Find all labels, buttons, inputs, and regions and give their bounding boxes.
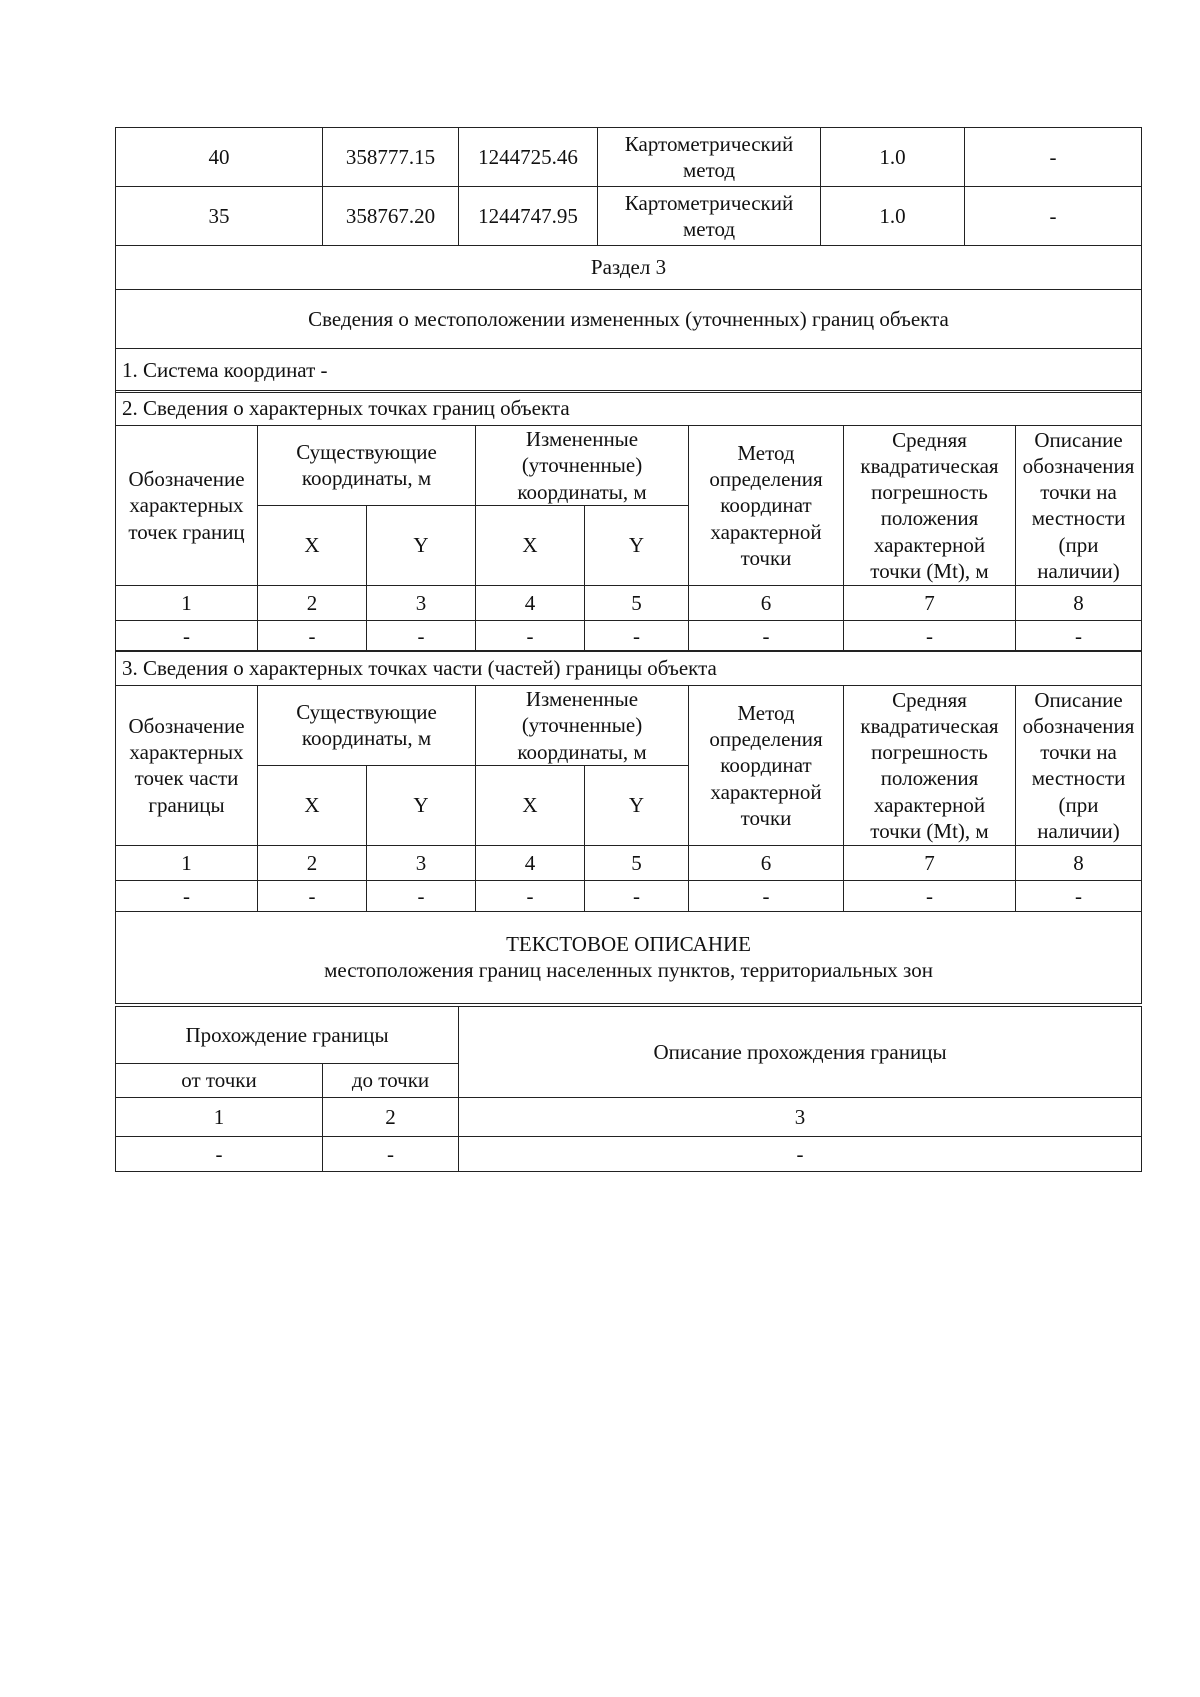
table-caption: 2. Сведения о характерных точках границ объекта — [116, 391, 1142, 426]
table-cell: - — [459, 1137, 1142, 1172]
table-cell: - — [367, 880, 476, 911]
table-cell: - — [689, 880, 844, 911]
table-row — [116, 128, 1142, 187]
table-cell: - — [323, 1137, 459, 1172]
table-cell: - — [585, 620, 689, 651]
table-cell: - — [116, 880, 258, 911]
table-cell: - — [1016, 620, 1142, 651]
description-header: Описание обозначения точки на местности (при наличии) — [1016, 426, 1142, 586]
column-number: 5 — [585, 845, 689, 880]
x-coordinate: 358777.15 — [323, 128, 459, 187]
column-number: 6 — [689, 845, 844, 880]
table-cell: - — [258, 620, 367, 651]
mt-header: Средняя квадратическая погрешность положения характерной точки (Mt), м — [844, 426, 1016, 586]
x-header: X — [258, 765, 367, 845]
table-row — [116, 1137, 1142, 1172]
table-cell: - — [116, 620, 258, 651]
table-cell: - — [844, 880, 1016, 911]
table-row — [116, 620, 1142, 651]
x-header: X — [258, 505, 367, 585]
table-cell: - — [476, 880, 585, 911]
column-number: 4 — [476, 845, 585, 880]
column-number: 1 — [116, 585, 258, 620]
column-number: 2 — [258, 845, 367, 880]
mt-header: Средняя квадратическая погрешность положения характерной точки (Mt), м — [844, 686, 1016, 846]
to-point-header: до точки — [323, 1064, 459, 1098]
table-cell: - — [844, 620, 1016, 651]
column-number: 3 — [367, 845, 476, 880]
table-cell: - — [689, 620, 844, 651]
column-number: 1 — [116, 845, 258, 880]
column-number: 1 — [116, 1098, 323, 1137]
text-description-subtitle: местоположения границ населенных пунктов, территориальных зон — [324, 958, 933, 983]
description-cell: - — [965, 187, 1142, 246]
y-coordinate: 1244725.46 — [459, 128, 598, 187]
column-number: 4 — [476, 585, 585, 620]
y-header: Y — [367, 505, 476, 585]
boundary-passage-table — [115, 1006, 1142, 1172]
table-cell: - — [367, 620, 476, 651]
method-header: Метод определения координат характерной точки — [689, 686, 844, 846]
existing-coords-header: Существующие координаты, м — [258, 686, 476, 766]
column-number: 3 — [459, 1098, 1142, 1137]
column-numbers-row — [116, 845, 1142, 880]
y-header: Y — [367, 765, 476, 845]
method-cell: Картометрический метод — [598, 187, 821, 246]
table-row — [116, 187, 1142, 246]
passage-header: Прохождение границы — [116, 1007, 459, 1064]
from-point-header: от точки — [116, 1064, 323, 1098]
passage-description-header: Описание прохождения границы — [459, 1007, 1142, 1098]
point-number: 40 — [116, 128, 323, 187]
column-number: 5 — [585, 585, 689, 620]
table-cell: - — [1016, 880, 1142, 911]
description-header: Описание обозначения точки на местности (при наличии) — [1016, 686, 1142, 846]
designation-header: Обозначение характерных точек границ — [116, 426, 258, 586]
column-number: 7 — [844, 845, 1016, 880]
x-header: X — [476, 505, 585, 585]
table-cell: - — [258, 880, 367, 911]
column-number: 3 — [367, 585, 476, 620]
coordinate-system: 1. Система координат - — [116, 349, 1142, 393]
column-numbers-row — [116, 1098, 1142, 1137]
section-subheading: Сведения о местоположении измененных (уточненных) границ объекта — [116, 290, 1142, 349]
column-number: 7 — [844, 585, 1016, 620]
table-row — [116, 880, 1142, 911]
column-number: 6 — [689, 585, 844, 620]
section-heading: Раздел 3 — [116, 246, 1142, 290]
existing-coords-header: Существующие координаты, м — [258, 426, 476, 506]
x-header: X — [476, 765, 585, 845]
column-number: 8 — [1016, 845, 1142, 880]
table-caption: 3. Сведения о характерных точках части (частей) границы объекта — [116, 651, 1142, 686]
column-number: 2 — [323, 1098, 459, 1137]
method-cell: Картометрический метод — [598, 128, 821, 187]
x-coordinate: 358767.20 — [323, 187, 459, 246]
section-3-table — [115, 127, 1142, 393]
table-cell: - — [585, 880, 689, 911]
mt-value: 1.0 — [821, 128, 965, 187]
method-header: Метод определения координат характерной точки — [689, 426, 844, 586]
point-number: 35 — [116, 187, 323, 246]
table-cell: - — [116, 1137, 323, 1172]
column-number: 2 — [258, 585, 367, 620]
text-description-title: ТЕКСТОВОЕ ОПИСАНИЕ — [506, 932, 751, 956]
y-header: Y — [585, 505, 689, 585]
mt-value: 1.0 — [821, 187, 965, 246]
boundary-part-points-table — [115, 650, 1142, 1004]
y-header: Y — [585, 765, 689, 845]
column-numbers-row — [116, 585, 1142, 620]
designation-header: Обозначение характерных точек части границы — [116, 686, 258, 846]
changed-coords-header: Измененные (уточненные) координаты, м — [476, 426, 689, 506]
text-description-header — [116, 911, 1142, 1003]
boundary-points-table — [115, 390, 1142, 652]
y-coordinate: 1244747.95 — [459, 187, 598, 246]
table-cell: - — [476, 620, 585, 651]
column-number: 8 — [1016, 585, 1142, 620]
changed-coords-header: Измененные (уточненные) координаты, м — [476, 686, 689, 766]
description-cell: - — [965, 128, 1142, 187]
